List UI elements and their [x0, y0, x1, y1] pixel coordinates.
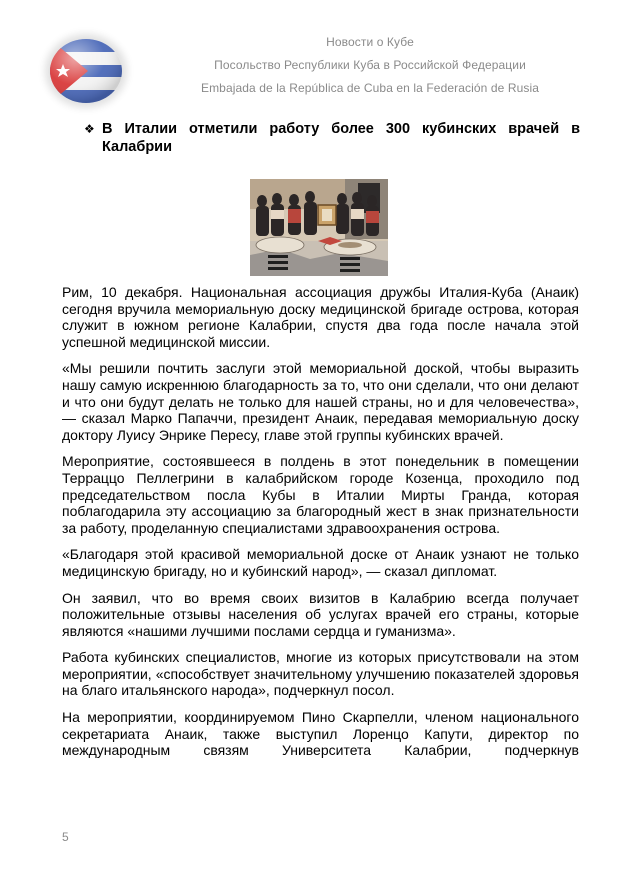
paragraph-4: «Благодаря этой красивой мемориальной доске от Анаик узнают не только медицинскую бригаду, но и кубинский народ», — сказал дипломат.	[62, 546, 579, 579]
header-embassy-spanish: Embajada de la República de Cuba en la Federación de Rusia	[200, 81, 539, 95]
article-photo	[250, 179, 388, 276]
paragraph-3: Мероприятие, состоявшееся в полдень в этот понедельник в помещении Терраццо Пеллегрини в калабрийском городе Козенца, проходило под председательством посла Кубы в Италии Мирты Гранда, которая поблагодарила эту ассоциацию за благородный жест в знак признательности за работу, проделанную специалистами здравоохранения острова.	[62, 453, 579, 536]
paragraph-2: «Мы решили почтить заслуги этой мемориальной доской, чтобы выразить нашу самую искреннюю благодарность за то, что они сделали, что они делают и что они будут делать не только для нашей страны, но и для человечества», — сказал Марко Папаччи, президент Анаик, передавая мемориальную доску доктору Луису Энрике Пересу, главе этой группы кубинских врачей.	[62, 360, 579, 443]
paragraph-7: На мероприятии, координируемом Пино Скарпелли, членом национального секретариата Анаик, также выступил Лоренцо Капути, директор по международным связям Университета Калабрии, подчеркнув	[62, 709, 579, 759]
header-title: Новости о Кубе	[326, 35, 414, 49]
paragraph-6: Работа кубинских специалистов, многие из которых присутствовали на этом мероприятии, «способствует значительному улучшению показателей здоровья на благо итальянского народа», подчеркнул посол.	[62, 649, 579, 699]
article-title-block	[84, 120, 580, 156]
diamond-bullet-icon: ❖	[84, 122, 95, 136]
article-body	[62, 284, 579, 769]
article-title: В Италии отметили работу более 300 кубинских врачей в Калабрии	[102, 121, 580, 155]
paragraph-5: Он заявил, что во время своих визитов в Калабрию всегда получает положительные отзывы населения об услугах врачей его страны, которые являются «нашими лучшими послами сердца и гуманизма».	[62, 589, 579, 639]
header-embassy-russian: Посольство Республики Куба в Российской Федерации	[214, 58, 526, 72]
paragraph-1: Рим, 10 декабря. Национальная ассоциация дружбы Италия-Куба (Анаик) сегодня вручила мемориальную доску медицинской бригаде острова, которая служит в южном регионе Калабрии, спустя два года после начала этой успешной медицинской миссии.	[62, 284, 579, 350]
page-number: 5	[62, 830, 69, 844]
group-photo-image	[250, 179, 388, 276]
